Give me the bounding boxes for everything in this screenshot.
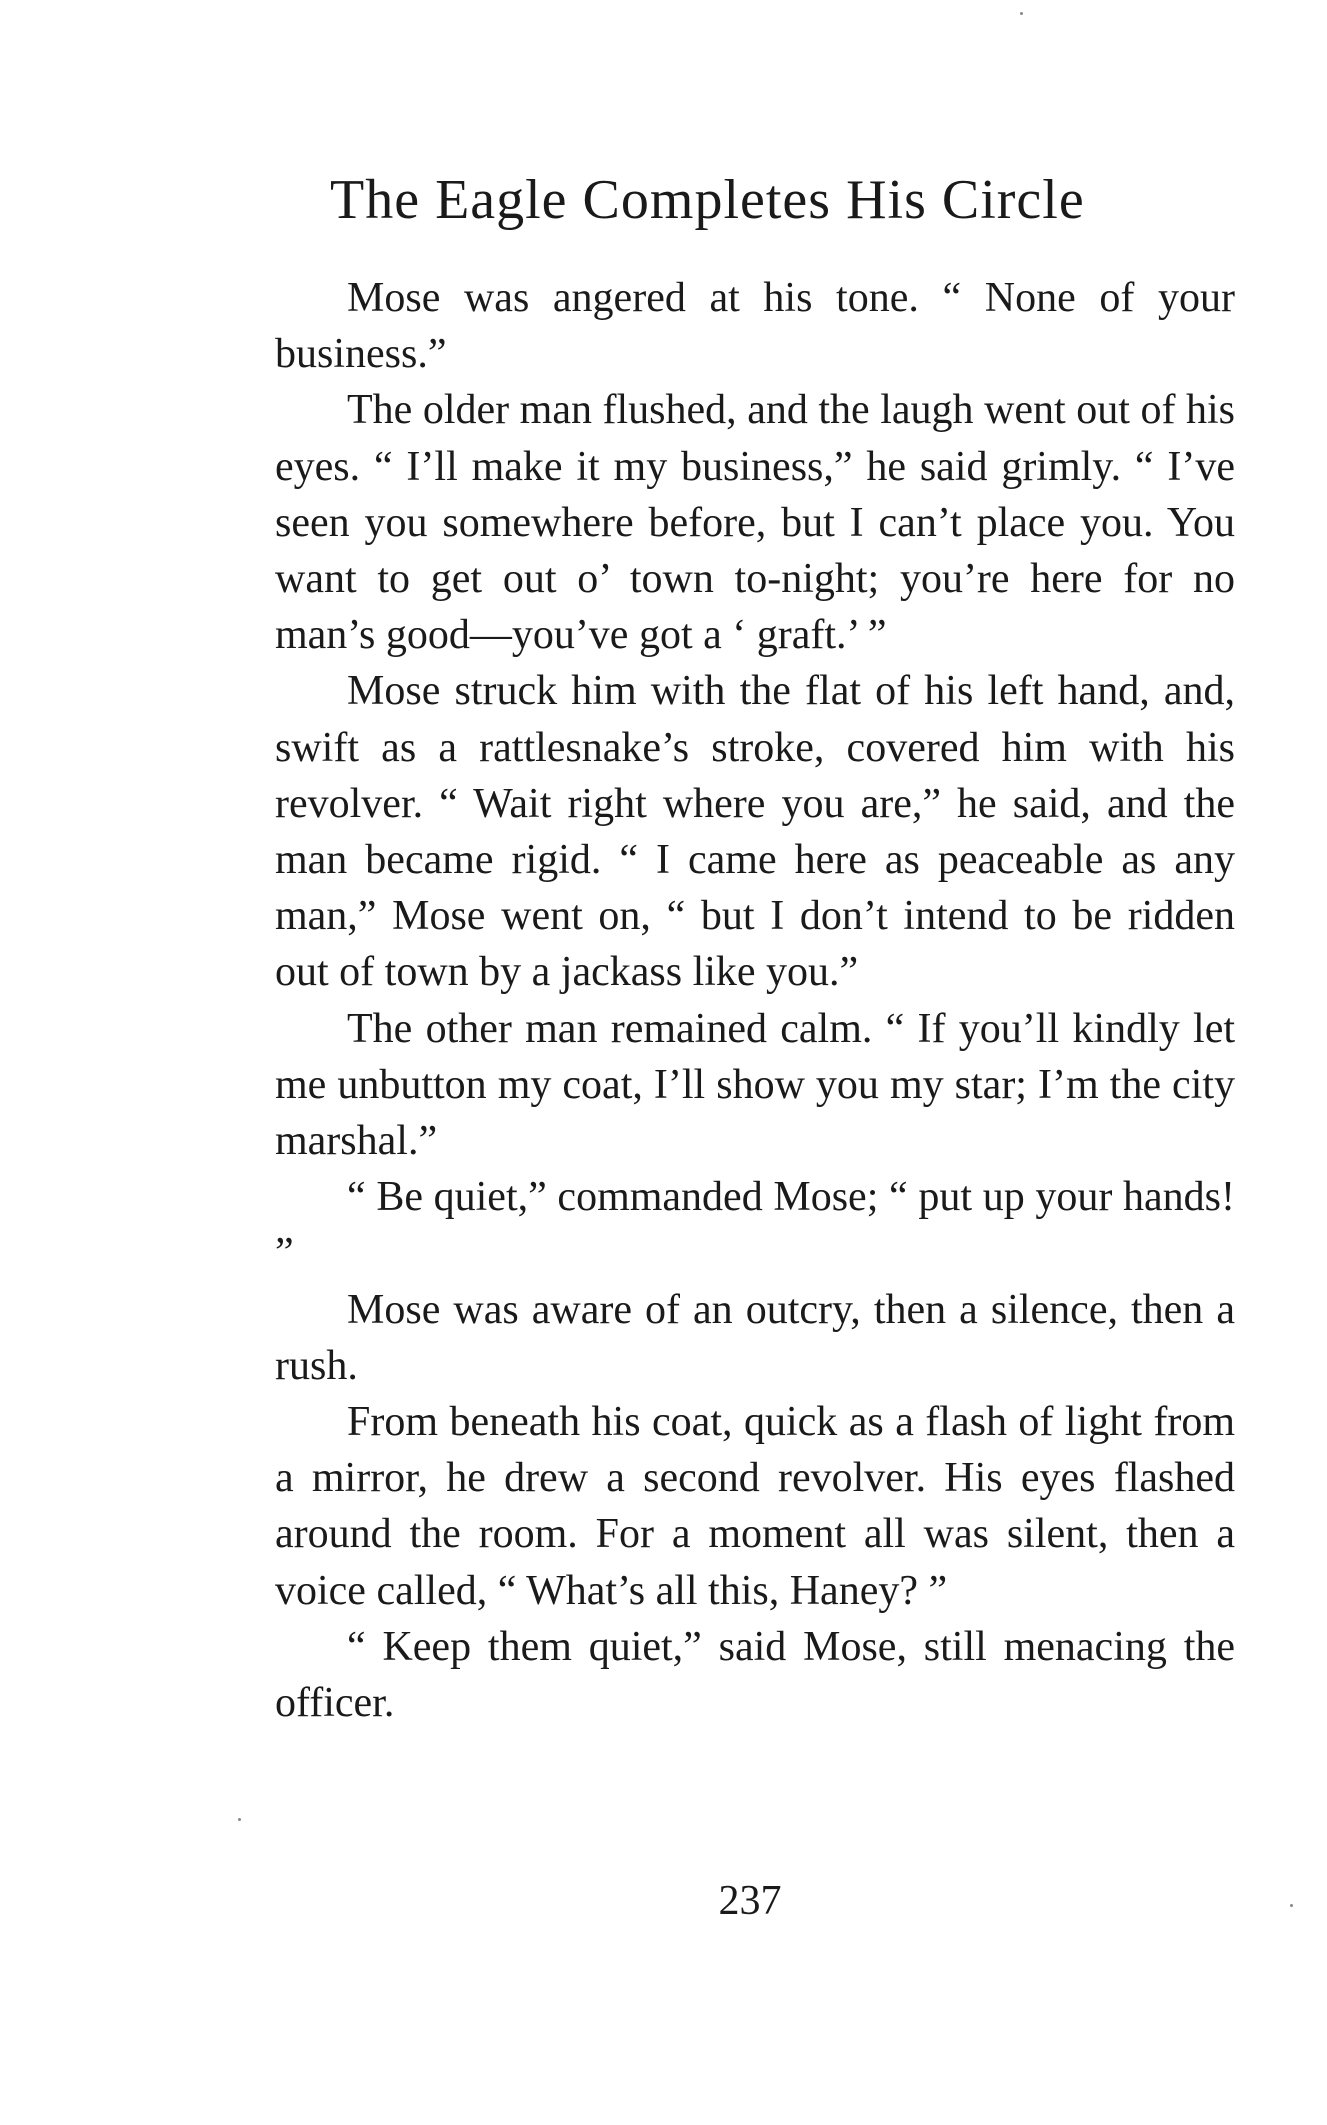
paragraph: “ Keep them quiet,” said Mose, still menacing the officer. <box>275 1623 1235 1727</box>
paragraph: Mose was angered at his tone. “ None of your business.” <box>275 275 1235 378</box>
paragraph: The other man remained calm. “ If you’ll kindly let me unbutton my coat, I’ll show you my star; I’m the city marshal.” <box>275 1005 1235 1165</box>
paragraph: Mose struck him with the flat of his left hand, and, swift as a rattlesnake’s stroke, covered him with his revolver. “ Wait right where you are,” he said, and the man became rigid. “ I came here as peaceable as any man,” Mose went on, “ but I don’t intend to be ridden out of town by a jackass like you.” <box>275 668 1235 996</box>
running-head: The Eagle Completes His Circle <box>330 169 1085 231</box>
paragraph: The older man flushed, and the laugh went out of his eyes. “ I’ll make it my business,” he said grimly. “ I’ve seen you somewhere before, but I can’t place you. You want to get out o’ town to-night; you’re here for no man’s good—you’ve got a ‘ graft.’ ” <box>275 387 1235 659</box>
print-speck <box>1020 12 1023 15</box>
print-speck <box>1290 1904 1293 1907</box>
print-speck <box>238 1818 241 1821</box>
body-text <box>275 270 1235 1731</box>
paragraph: Mose was aware of an outcry, then a silence, then a rush. <box>275 1286 1235 1389</box>
paragraph: “ Be quiet,” commanded Mose; “ put up your hands! ” <box>275 1174 1235 1277</box>
paragraph: From beneath his coat, quick as a flash of light from a mirror, he drew a second revolver. His eyes flashed around the room. For a moment all was silent, then a voice called, “ What’s all this, Haney? ” <box>275 1399 1235 1614</box>
page-number: 237 <box>718 1878 782 1924</box>
